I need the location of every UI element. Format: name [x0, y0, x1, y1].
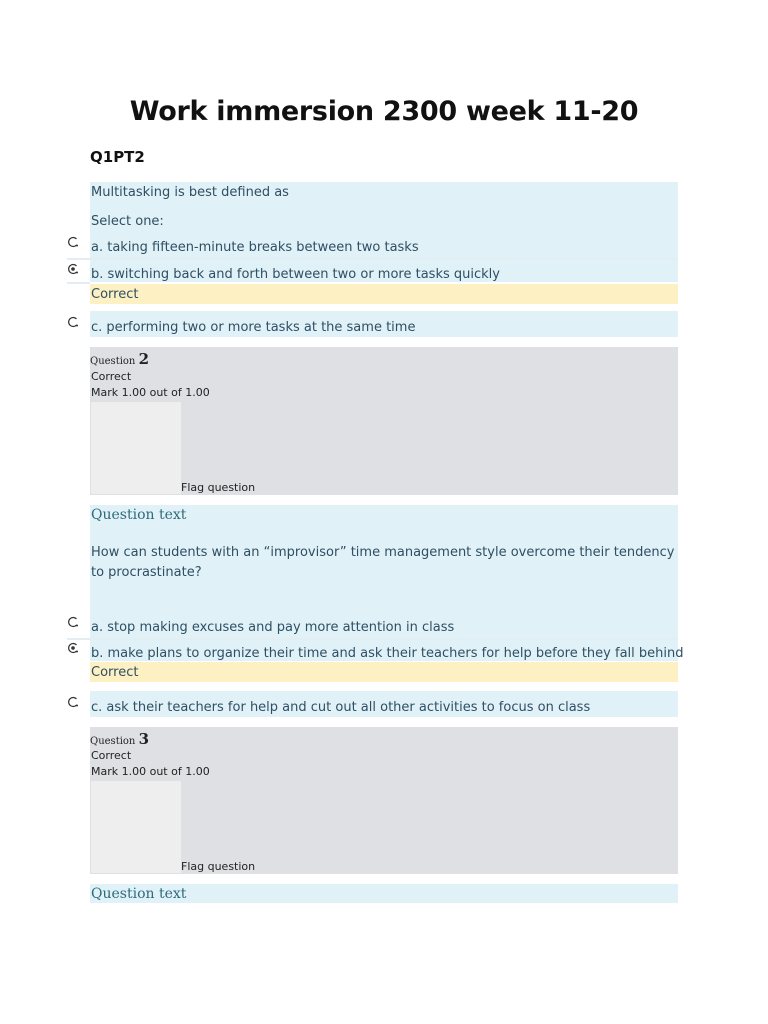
radio-unselected-icon[interactable] [67, 316, 79, 328]
question-2-prompt: How can students with an “improvisor” time management style overcome their tendency to procrastinate? [91, 545, 675, 580]
question-number: 3 [138, 730, 149, 748]
divider [67, 258, 678, 260]
option-c[interactable]: c. ask their teachers for help and cut out all other activities to focus on class [91, 700, 591, 715]
section-subtitle: Q1PT2 [90, 148, 145, 166]
radio-selected-icon[interactable] [67, 642, 79, 654]
question-3-number [90, 730, 149, 748]
flag-area [91, 402, 181, 494]
flag-area [91, 781, 181, 873]
feedback-correct: Correct [91, 287, 139, 302]
option-b[interactable]: b. make plans to organize their time and ask their teachers for help before they fall behind [91, 646, 684, 661]
option-b[interactable]: b. switching back and forth between two or more tasks quickly [91, 267, 500, 282]
option-a[interactable]: a. taking fifteen-minute breaks between two tasks [91, 240, 419, 255]
radio-selected-icon[interactable] [67, 263, 79, 275]
question-2-status: Correct [91, 370, 132, 383]
radio-unselected-icon[interactable] [67, 696, 79, 708]
question-text-label: Question text [91, 507, 187, 523]
question-2-number [90, 350, 149, 368]
option-a[interactable]: a. stop making excuses and pay more attention in class [91, 620, 455, 635]
feedback-bar [90, 284, 678, 304]
question-word: Question [90, 356, 136, 367]
select-one-label: Select one: [91, 214, 164, 229]
feedback-bar [90, 662, 678, 682]
feedback-correct: Correct [91, 665, 139, 680]
divider [67, 638, 678, 640]
divider [67, 282, 90, 284]
question-2-mark: Mark 1.00 out of 1.00 [91, 386, 210, 399]
flag-question-link[interactable]: Flag question [181, 481, 256, 494]
radio-unselected-icon[interactable] [67, 616, 79, 628]
question-text-label: Question text [91, 886, 187, 902]
question-1-prompt: Multitasking is best defined as [91, 185, 289, 200]
question-word: Question [90, 736, 136, 747]
question-3-mark: Mark 1.00 out of 1.00 [91, 765, 210, 778]
document-title: Work immersion 2300 week 11-20 [129, 96, 639, 127]
flag-question-link[interactable]: Flag question [181, 860, 256, 873]
question-3-status: Correct [91, 749, 132, 762]
radio-unselected-icon[interactable] [67, 236, 79, 248]
option-c[interactable]: c. performing two or more tasks at the same time [91, 320, 416, 335]
question-number: 2 [138, 350, 149, 368]
